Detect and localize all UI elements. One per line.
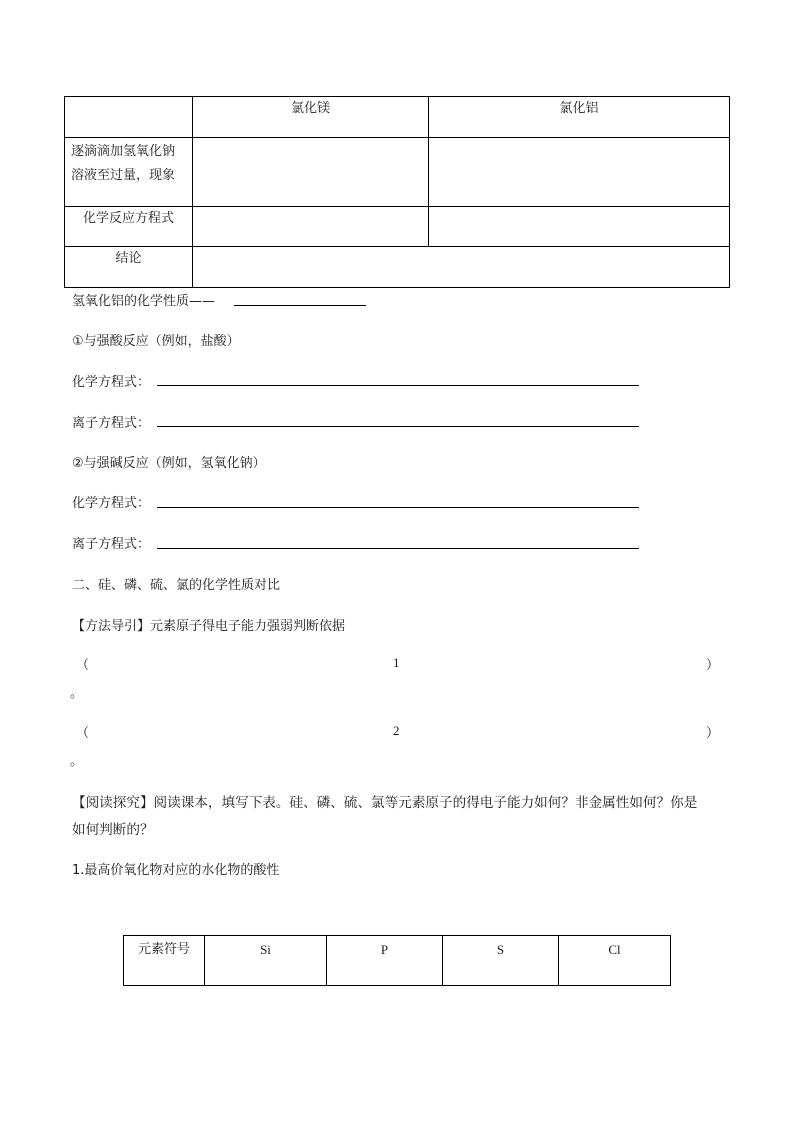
table-cell [65, 97, 193, 138]
answer-cell[interactable] [193, 247, 730, 288]
ion-eq-label: 离子方程式： [72, 416, 151, 431]
row-label-conclusion: 结论 [65, 247, 193, 288]
blank-period: 。 [70, 686, 84, 701]
header-cell-s: S [443, 936, 559, 986]
blank-number: 2 [393, 723, 400, 738]
chem-eq-label: 化学方程式： [72, 375, 151, 390]
answer-cell[interactable] [193, 138, 429, 207]
header-cell-cl: Cl [559, 936, 671, 986]
blank-open-paren: （ [76, 657, 90, 672]
fill-blank-line[interactable] [157, 426, 639, 427]
al-hydroxide-heading: 氢氧化铝的化学性质—— [72, 294, 216, 309]
blank-close-paren: ） [706, 657, 720, 672]
table-row [65, 97, 730, 138]
blank-number: 1 [393, 655, 400, 670]
row-label-equation: 化学反应方程式 [65, 207, 193, 247]
row-label-line: 溶液至过量，现象 [71, 168, 176, 183]
table-row [65, 247, 730, 288]
reading-explore-line2: 如何判断的？ [72, 822, 154, 838]
header-cell-symbol: 元素符号 [124, 936, 205, 986]
acid-reaction-title: ①与强酸反应（例如，盐酸） [72, 334, 240, 349]
fill-blank-line[interactable] [234, 305, 366, 306]
fill-blank-line[interactable] [157, 548, 639, 549]
blank-open-paren: （ [76, 725, 90, 740]
row-label-line: 逐滴滴加氢氧化钠 [71, 144, 176, 159]
table-row [124, 936, 671, 986]
header-cell-p: P [327, 936, 443, 986]
section-title: 二、硅、磷、硫、氯的化学性质对比 [72, 578, 281, 593]
fill-blank-line[interactable] [157, 385, 639, 386]
fill-blank-line[interactable] [157, 507, 639, 508]
base-reaction-title: ②与强碱反应（例如，氢氧化钠） [72, 456, 266, 471]
answer-cell[interactable] [193, 207, 429, 247]
header-cell-mgcl2: 氯化镁 [193, 97, 429, 138]
element-table [123, 935, 671, 986]
table-row [65, 138, 730, 207]
header-cell-alcl3: 氯化铝 [429, 97, 730, 138]
chem-eq-label: 化学方程式： [72, 496, 151, 511]
row-label-phenomenon [65, 138, 193, 207]
comparison-table [64, 96, 730, 288]
reading-explore-line1: 【阅读探究】阅读课本，填写下表。硅、磷、硫、氯等元素原子的得电子能力如何？非金属性如何？你是 [72, 795, 698, 811]
ion-eq-label: 离子方程式： [72, 537, 151, 552]
method-guide: 【方法导引】元素原子得电子能力强弱判断依据 [72, 619, 346, 634]
blank-close-paren: ） [706, 725, 720, 740]
item-acidity: 1.最高价氧化物对应的水化物的酸性 [72, 863, 280, 878]
table-row [65, 207, 730, 247]
answer-cell[interactable] [429, 207, 730, 247]
blank-period: 。 [70, 754, 84, 769]
header-cell-si: Si [205, 936, 327, 986]
answer-cell[interactable] [429, 138, 730, 207]
